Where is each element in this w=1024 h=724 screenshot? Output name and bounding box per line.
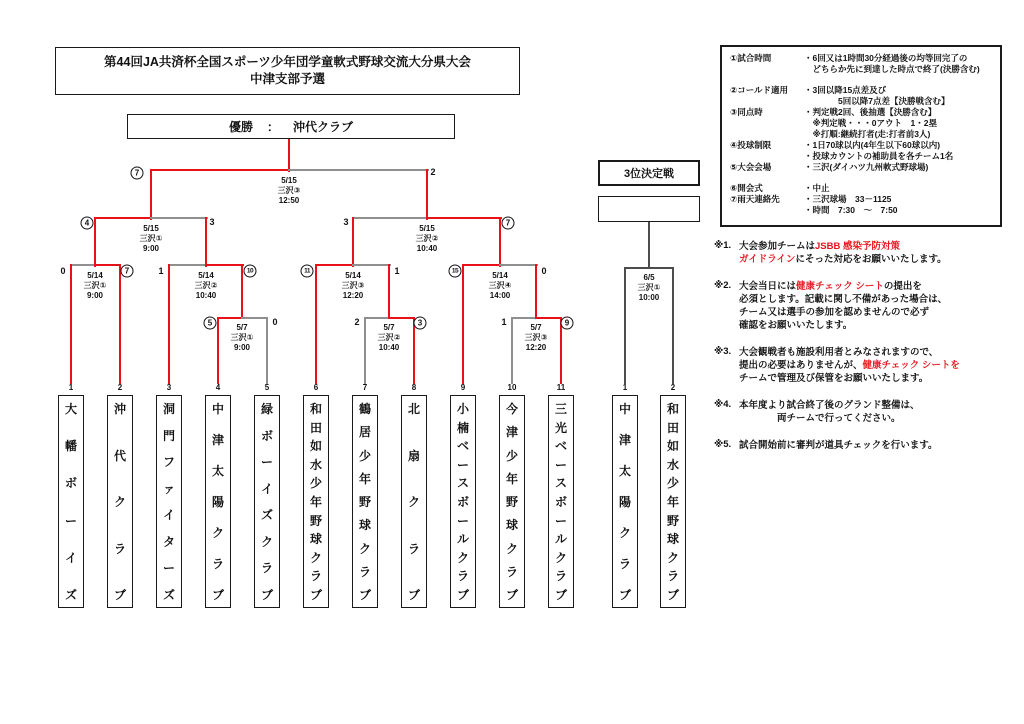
score-r1a-right: 0 <box>272 317 278 327</box>
team-number: 6 <box>313 383 319 392</box>
team-box <box>548 395 574 608</box>
team-number: 1 <box>622 383 628 392</box>
bracket-line <box>94 264 121 266</box>
match-date: 5/15 <box>419 224 435 233</box>
team-number: 7 <box>362 383 368 392</box>
score-qf1-left: 0 <box>60 266 66 276</box>
rule-row: ②コールド適用 ・3回以降15点差及び <box>730 85 887 95</box>
bracket-line <box>168 264 170 384</box>
bracket-line <box>150 169 152 220</box>
match-venue: 三沢② <box>377 333 401 342</box>
match-time: 14:00 <box>489 291 511 300</box>
match-date: 5/7 <box>236 323 248 332</box>
rule-row: ・投球カウントの補助員を各チーム1名 <box>804 151 954 161</box>
score-final-left: 7 <box>131 167 144 180</box>
score-sf1-left: 4 <box>81 217 94 230</box>
page-title: 第44回JA共済杯全国スポーツ少年団学童軟式野球交流大分県大会 <box>104 55 471 69</box>
team-name: 緑 ボ ー イ ズ ク ラ ブ <box>260 402 273 602</box>
third-place-title: 3位決定戦 <box>623 168 675 180</box>
team-box <box>352 395 378 608</box>
bracket-line <box>462 264 464 384</box>
team-number: 4 <box>215 383 221 392</box>
team-box <box>254 395 280 608</box>
match-date: 5/14 <box>345 271 361 280</box>
team-number: 2 <box>117 383 123 392</box>
note: ※5. 試合開始前に審判が道具チェックを行います。 <box>714 439 938 451</box>
score-qf4-right: 0 <box>541 266 547 276</box>
match-r1a-info <box>214 323 270 353</box>
match-venue: 三沢① <box>637 283 661 292</box>
team-box <box>499 395 525 608</box>
bracket-line <box>426 217 502 219</box>
team-number: 3 <box>166 383 172 392</box>
score-qf2-left: 1 <box>158 266 164 276</box>
match-date: 5/15 <box>281 176 297 185</box>
rule-row: 5回以降7点差【決勝戦含む】 <box>804 96 950 106</box>
third-place-winner-box <box>598 196 700 222</box>
rule-row: どちらか先に到達した時点で終了(決勝含む) <box>804 64 980 74</box>
score-final-right: 2 <box>430 167 436 177</box>
match-date: 6/5 <box>643 273 655 282</box>
match-third-info <box>621 273 677 303</box>
team-number: 11 <box>556 383 566 392</box>
team-box <box>58 395 84 608</box>
bracket-line <box>205 264 244 266</box>
team-name: 今 津 少 年 野 球 ク ラ ブ <box>505 402 518 602</box>
bracket-line <box>241 317 268 319</box>
match-time: 10:00 <box>638 293 660 302</box>
match-qf2-info <box>178 271 234 301</box>
team-name: 洞 門 フ ァ イ タ ー ズ <box>162 402 175 602</box>
score-r1c-right: 9 <box>561 317 574 330</box>
note: ※3. 大会観戦者も施設利用者とみなされますので、 提出の必要はありませんが、健康チェック シートを チームで管理及び保管をお願いいたします。 <box>714 346 960 384</box>
match-sf1-info <box>123 224 179 254</box>
bracket-line <box>426 169 428 220</box>
match-venue: 三沢③ <box>524 333 548 342</box>
team-name: 中 津 太 陽 ク ラ ブ <box>211 402 224 602</box>
notes-list <box>714 240 1016 466</box>
bracket-line <box>205 217 207 267</box>
bracket-line <box>648 222 650 269</box>
champion-name: 沖代クラブ <box>293 120 354 134</box>
bracket-line <box>388 264 390 319</box>
team-box <box>303 395 329 608</box>
score-sf1-right: 3 <box>209 217 215 227</box>
bracket-line <box>94 217 152 219</box>
score-qf3-left: 11 <box>301 265 314 278</box>
rule-row: ③同点時 ・判定戦2回、後抽選【決勝含む】 <box>730 107 937 117</box>
note: ※4. 本年度より試合終了後のグランド整備は、 両チームで行ってください。 <box>714 399 920 424</box>
score-sf2-left: 3 <box>343 217 349 227</box>
match-venue: 三沢① <box>83 281 107 290</box>
score-sf2-right: 7 <box>502 217 515 230</box>
match-date: 5/14 <box>87 271 103 280</box>
team-box <box>612 395 638 608</box>
match-r1b-info <box>361 323 417 353</box>
team-name: 鶴 居 少 年 野 球 ク ラ ブ <box>358 402 371 602</box>
rule-row: ・時間 7:30 ～ 7:50 <box>804 205 898 215</box>
page-subtitle: 中津支部予選 <box>249 72 325 86</box>
champion-box <box>127 114 455 139</box>
team-number: 9 <box>460 383 466 392</box>
team-box <box>156 395 182 608</box>
bracket-line <box>499 264 538 266</box>
match-venue: 三沢① <box>230 333 254 342</box>
score-r1c-left: 1 <box>501 317 507 327</box>
match-time: 9:00 <box>233 343 250 352</box>
bracket-line <box>535 317 562 319</box>
bracket-line <box>388 317 415 319</box>
bracket-line <box>352 217 428 219</box>
bracket-line <box>511 317 537 319</box>
team-number: 5 <box>264 383 270 392</box>
score-qf2-right: 10 <box>244 265 257 278</box>
match-venue: 三沢① <box>139 234 163 243</box>
bracket-line <box>624 267 674 269</box>
match-date: 5/7 <box>530 323 542 332</box>
match-date: 5/14 <box>198 271 214 280</box>
match-r1c-info <box>508 323 564 353</box>
match-venue: 三沢③ <box>277 186 301 195</box>
team-number: 2 <box>670 383 676 392</box>
match-venue: 三沢④ <box>488 281 512 290</box>
team-number: 10 <box>507 383 517 392</box>
note: ※1. 大会参加チームはJSBB 感染予防対策 ガイドラインにそった対応をお願いいたします。 <box>714 240 947 265</box>
team-name: 北 扇 ク ラ ブ <box>407 402 420 602</box>
bracket-line <box>352 217 354 267</box>
match-qf3-info <box>325 271 381 301</box>
match-date: 5/14 <box>492 271 508 280</box>
match-qf1-info <box>67 271 123 301</box>
match-time: 9:00 <box>142 244 159 253</box>
rule-row: ⑤大会会場 ・三沢(ダイハツ九州軟式野球場) <box>730 162 929 172</box>
bracket-line <box>352 264 391 266</box>
match-qf4-info <box>472 271 528 301</box>
rule-row: ※打順:継続打者(走:打者前3人) <box>804 129 931 139</box>
team-box <box>401 395 427 608</box>
bracket-line <box>150 217 208 219</box>
team-name: 中 津 太 陽 ク ラ ブ <box>618 402 631 602</box>
bracket-line <box>288 169 429 171</box>
team-box <box>107 395 133 608</box>
team-box <box>660 395 686 608</box>
rule-row: ⑦雨天連絡先 ・三沢球場 33－1125 <box>730 194 892 204</box>
match-time: 12:20 <box>342 291 364 300</box>
score-qf3-right: 1 <box>394 266 400 276</box>
score-qf4-left: 15 <box>449 265 462 278</box>
bracket-line <box>315 264 354 266</box>
team-box <box>450 395 476 608</box>
bracket-line <box>94 217 96 267</box>
bracket-line <box>364 317 390 319</box>
match-time: 12:20 <box>525 343 547 352</box>
match-time: 10:40 <box>378 343 400 352</box>
score-r1b-left: 2 <box>354 317 360 327</box>
match-time: 10:40 <box>195 291 217 300</box>
bracket-line <box>150 169 290 171</box>
third-place-title-box <box>598 160 700 186</box>
rules-panel <box>720 45 1002 227</box>
rule-row: ⑥開会式 ・中止 <box>730 183 830 193</box>
match-date: 5/15 <box>143 224 159 233</box>
score-qf1-right: 7 <box>121 265 134 278</box>
champion-separator: ： <box>266 120 279 134</box>
team-number: 1 <box>68 383 74 392</box>
bracket-line <box>288 139 290 172</box>
score-r1b-right: 3 <box>414 317 427 330</box>
team-box <box>205 395 231 608</box>
team-name: 和 田 如 水 少 年 野 球 ク ラ ブ <box>666 402 679 602</box>
match-time: 9:00 <box>86 291 103 300</box>
rule-row: ※判定戦・・・0アウト 1・2塁 <box>804 118 937 128</box>
rule-row: ①試合時間 ・6回又は1時間30分経過後の均等回完了の <box>730 53 968 63</box>
bracket-line <box>217 317 243 319</box>
note: ※2. 大会当日には健康チェック シートの提出を 必須とします。記載に関し不備があった場合は、 チーム又は選手の参加を認めませんので必ず 確認をお願いいたします。 <box>714 280 948 331</box>
match-venue: 三沢③ <box>341 281 365 290</box>
bracket-line <box>315 264 317 384</box>
team-name: 大 幡 ボ ー イ ズ <box>64 402 77 602</box>
champion-label: 優勝 <box>228 120 253 134</box>
match-venue: 三沢② <box>415 234 439 243</box>
match-time: 12:50 <box>278 196 300 205</box>
team-name: 沖 代 ク ラ ブ <box>113 402 126 602</box>
bracket-line <box>168 264 207 266</box>
title-box <box>55 47 520 95</box>
rule-row: ④投球制限 ・1日70球以内(4年生以下60球以内) <box>730 140 941 150</box>
match-date: 5/7 <box>383 323 395 332</box>
team-name: 三 光 ベ ー ス ボ ー ル ク ラ ブ <box>554 402 567 602</box>
team-name: 小 楠 ベ ー ス ボ ー ル ク ラ ブ <box>456 402 469 602</box>
team-name: 和 田 如 水 少 年 野 球 ク ラ ブ <box>309 402 322 602</box>
match-venue: 三沢② <box>194 281 218 290</box>
score-r1a-left: 5 <box>204 317 217 330</box>
match-time: 10:40 <box>416 244 438 253</box>
bracket-line <box>70 264 96 266</box>
bracket-line <box>535 264 537 319</box>
match-final-info <box>261 176 317 206</box>
team-number: 8 <box>411 383 417 392</box>
bracket-line <box>462 264 501 266</box>
match-sf2-info <box>399 224 455 254</box>
